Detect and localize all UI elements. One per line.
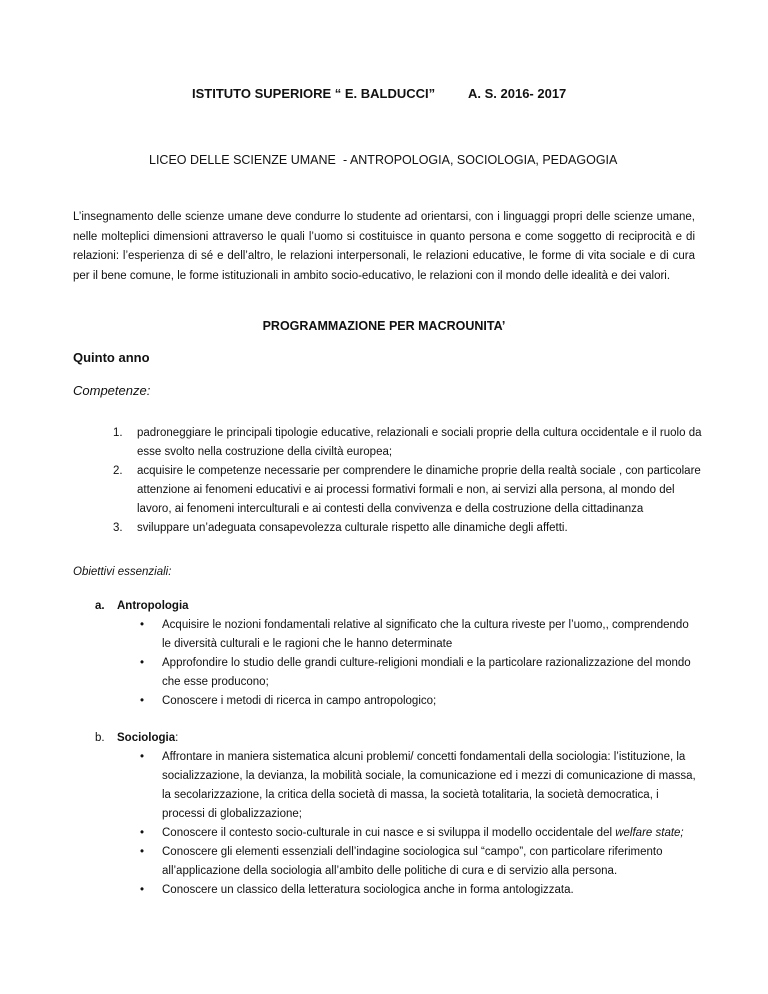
bullet-icon: • <box>140 884 145 896</box>
bullet-list <box>140 616 700 711</box>
list-number: 3. <box>113 522 123 534</box>
subjects-list: - ANTROPOLOGIA, SOCIOLOGIA, PEDAGOGIA <box>343 153 618 167</box>
bullet-text: Affrontare in maniera sistematica alcuni problemi/ concetti fondamentali della sociologia: l’istituzione, la socializzazione, la devianza, la mobilità sociale, la comunicazione ed i mezzi di comunicazione di massa, la secolarizzazione, la critica della società di massa, la società totalitaria, la società democratica, i processi di globalizzazione; <box>162 751 696 820</box>
list-item <box>140 824 700 843</box>
section-title-suffix: : <box>175 732 179 744</box>
bullet-text: Conoscere un classico della letteratura sociologica anche in forma antologizzata. <box>162 884 574 896</box>
list-item <box>140 692 700 711</box>
bullet-icon: • <box>140 751 145 763</box>
bullet-text: Conoscere i metodi di ricerca in campo antropologico; <box>162 695 437 707</box>
competenza-text: sviluppare un’adeguata consapevolezza culturale rispetto alle dinamiche degli affetti. <box>137 522 568 534</box>
bullet-text: Conoscere il contesto socio-culturale in cui nasce e si sviluppa il modello occidentale del <box>162 827 613 839</box>
competenza-item <box>113 424 703 462</box>
school-year: A. S. 2016- 2017 <box>468 86 567 101</box>
list-item <box>140 881 700 900</box>
year-heading: Quinto anno <box>73 350 150 365</box>
competenza-item <box>113 519 703 538</box>
competenza-text: padroneggiare le principali tipologie educative, relazionali e sociali proprie della cultura occidentale e il ruolo da esse svolto nella costruzione della civiltà europea; <box>137 427 702 458</box>
school-name: ISTITUTO SUPERIORE “ E. BALDUCCI” <box>192 86 436 101</box>
welfare-state-term: welfare state; <box>615 827 684 839</box>
liceo-name: LICEO DELLE SCIENZE UMANE <box>149 153 336 167</box>
competenza-text: acquisire le competenze necessarie per comprendere le dinamiche proprie della realtà sociale , con particolare attenzione ai fenomeni educativi e ai processi formativi formali e non, ai servizi alla persona, al mondo del lavoro, ai fenomeni interculturali e ai contesti della convivenza e della costruzione della cittadinanza <box>137 465 701 515</box>
obiettivi-heading: Obiettivi essenziali: <box>73 566 172 578</box>
section-letter: b. <box>95 732 105 744</box>
section-title <box>117 729 178 748</box>
bullet-icon: • <box>140 846 145 858</box>
programme-title: PROGRAMMAZIONE PER MACROUNITA’ <box>262 319 506 333</box>
bullet-text: Acquisire le nozioni fondamentali relative al significato che la cultura riveste per l’uomo,, comprendendo le diversità culturali e le ragioni che le hanno determinate <box>162 619 689 650</box>
bullet-icon: • <box>140 827 145 839</box>
list-number: 2. <box>113 465 123 477</box>
list-item <box>140 654 700 692</box>
bullet-icon: • <box>140 657 145 669</box>
list-item <box>140 748 700 824</box>
intro-paragraph: L’insegnamento delle scienze umane deve condurre lo studente ad orientarsi, con i linguaggi propri delle scienze umane, nelle molteplici dimensioni attraverso le quali l’uomo si costituisce in quanto persona e come soggetto di reciprocità e di relazioni: l’esperienza di sé e dell’altro, le relazioni interpersonali, le relazioni educative, le forme di vita sociale e di cura per il bene comune, le forme istituzionali in ambito socio-educativo, le relazioni con il mondo delle idealità e dei valori. <box>73 211 695 282</box>
bullet-text: Approfondire lo studio delle grandi culture-religioni mondiali e la particolare razionalizzazione del mondo che esse producono; <box>162 657 691 688</box>
bullet-icon: • <box>140 619 145 631</box>
bullet-list <box>140 748 700 900</box>
list-item <box>140 616 700 654</box>
section-title <box>117 597 189 616</box>
competenze-heading: Competenze: <box>73 383 151 398</box>
bullet-icon: • <box>140 695 145 707</box>
section-title-text: Sociologia <box>117 732 176 744</box>
section-title-text: Antropologia <box>117 600 189 612</box>
competenza-item <box>113 462 703 519</box>
list-item <box>140 843 700 881</box>
section-letter: a. <box>95 600 105 612</box>
list-number: 1. <box>113 427 123 439</box>
competenze-list <box>113 424 703 538</box>
bullet-text: Conoscere gli elementi essenziali dell’indagine sociologica sul “campo”, con particolare riferimento all’applicazione della sociologia all’ambito delle politiche di cura e di servizio alla persona. <box>162 846 663 877</box>
